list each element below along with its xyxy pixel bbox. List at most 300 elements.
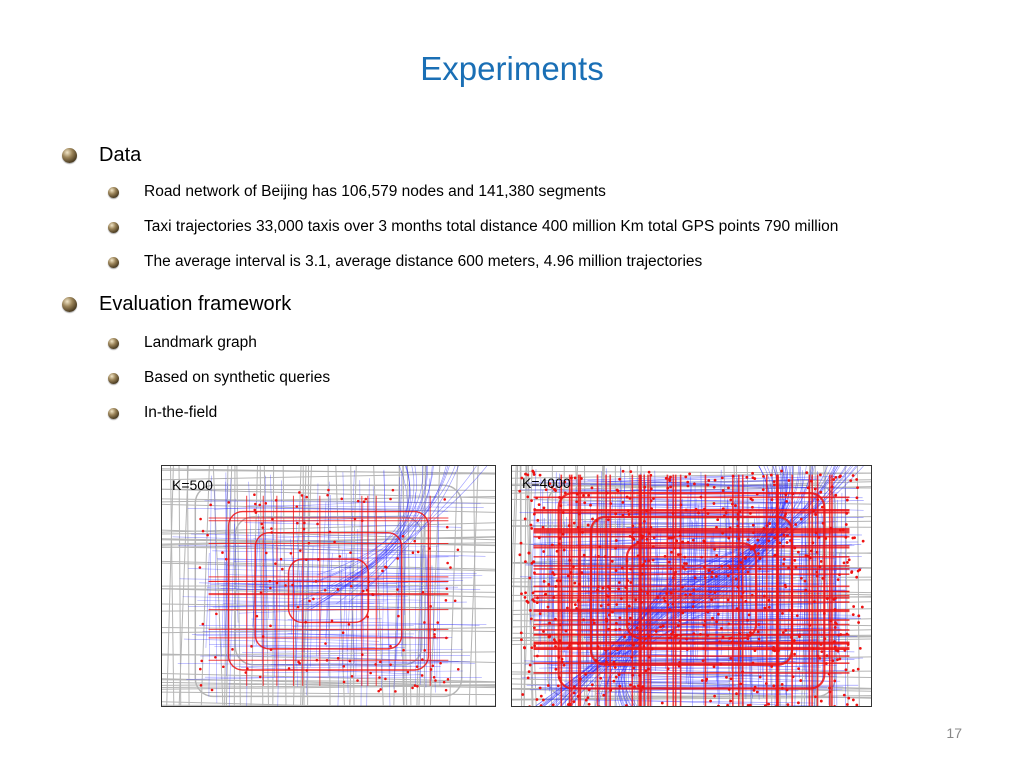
landmark-dot (528, 670, 531, 673)
landmark-dot (689, 593, 692, 596)
bullet-ball-icon (62, 297, 77, 312)
landmark-dot (291, 584, 294, 587)
landmark-dot (753, 689, 756, 692)
landmark-dot (700, 556, 703, 559)
landmark-dot (523, 646, 526, 649)
landmark-dot (369, 672, 372, 675)
landmark-dot (697, 512, 700, 515)
landmark-dot (707, 512, 710, 515)
landmark-dot (402, 649, 405, 652)
landmark-dot (340, 498, 343, 501)
landmark-dot (548, 622, 551, 625)
landmark-dot (648, 471, 651, 474)
landmark-dot (379, 661, 382, 664)
landmark-dot (518, 490, 521, 493)
sub-bullet (108, 253, 702, 271)
landmark-dot (758, 567, 761, 570)
landmark-dot (577, 695, 580, 698)
landmark-dot (723, 515, 726, 518)
landmark-dot (695, 508, 698, 511)
landmark-dot (524, 596, 527, 599)
landmark-dot (782, 563, 785, 566)
landmark-dot (260, 591, 263, 594)
landmark-dot (626, 560, 629, 563)
landmark-dot (598, 545, 601, 548)
landmark-dot (773, 480, 776, 483)
landmark-dot (855, 478, 858, 481)
landmark-dot (348, 623, 351, 626)
landmark-dot (749, 512, 752, 515)
landmark-dot (445, 599, 448, 602)
landmark-dot (772, 646, 775, 649)
landmark-dot (747, 538, 750, 541)
landmark-dot (607, 585, 610, 588)
landmark-dot (520, 638, 523, 641)
landmark-dot (703, 565, 706, 568)
landmark-dot (554, 645, 557, 648)
landmark-dot (222, 665, 225, 668)
landmark-dot (751, 506, 754, 509)
landmark-dot (821, 506, 824, 509)
landmark-dot (653, 536, 656, 539)
landmark-dot (648, 656, 651, 659)
landmark-dot (669, 636, 672, 639)
landmark-dot (823, 612, 826, 615)
landmark-dot (305, 496, 308, 499)
landmark-dot (597, 585, 600, 588)
landmark-dot (846, 499, 849, 502)
landmark-dot (561, 661, 564, 664)
landmark-dot (637, 554, 640, 557)
landmark-dot (815, 531, 818, 534)
landmark-dot (361, 653, 364, 656)
landmark-dot (384, 678, 387, 681)
landmark-dot (628, 497, 631, 500)
landmark-dot (333, 541, 336, 544)
landmark-dot (524, 591, 527, 594)
landmark-dot (762, 527, 765, 530)
landmark-dot (606, 594, 609, 597)
landmark-dot (607, 603, 610, 606)
landmark-dot (732, 475, 735, 478)
landmark-dot (795, 566, 798, 569)
landmark-dot (752, 524, 755, 527)
landmark-dot (847, 697, 850, 700)
landmark-dot (529, 609, 532, 612)
landmark-dot (301, 494, 304, 497)
landmark-dot (826, 597, 829, 600)
landmark-dot (641, 685, 644, 688)
landmark-dot (558, 676, 561, 679)
landmark-dot (756, 539, 759, 542)
landmark-dot (206, 534, 209, 537)
landmark-dot (539, 612, 542, 615)
sub-bullet-text: The average interval is 3.1, average distance 600 meters, 4.96 million trajectories (144, 253, 703, 270)
landmark-dot (751, 472, 754, 475)
landmark-dot (784, 515, 787, 518)
landmark-dot (718, 640, 721, 643)
landmark-dot (581, 531, 584, 534)
landmark-dot (834, 494, 837, 497)
landmark-dot (614, 628, 617, 631)
landmark-dot (276, 582, 279, 585)
landmark-dot (253, 493, 256, 496)
landmark-dot (436, 621, 439, 624)
landmark-dot (530, 524, 533, 527)
landmark-dot (342, 631, 345, 634)
landmark-dot (315, 580, 318, 583)
landmark-dot (631, 674, 634, 677)
slide-title: Experiments (420, 50, 604, 87)
landmark-dot (303, 522, 306, 525)
landmark-dot (773, 554, 776, 557)
landmark-dot (727, 575, 730, 578)
landmark-dot (317, 558, 320, 561)
landmark-dot (845, 512, 848, 515)
landmark-dot (628, 605, 631, 608)
landmark-dot (288, 667, 291, 670)
landmark-dot (553, 638, 556, 641)
landmark-dot (579, 678, 582, 681)
landmark-dot (861, 606, 864, 609)
landmark-dot (573, 582, 576, 585)
landmark-dot (782, 631, 785, 634)
landmark-dot (754, 649, 757, 652)
landmark-dot (819, 565, 822, 568)
landmark-dot (643, 486, 646, 489)
landmark-dot (609, 502, 612, 505)
landmark-dot (727, 598, 730, 601)
landmark-dot (640, 588, 643, 591)
landmark-dot (411, 687, 414, 690)
landmark-dot (829, 690, 832, 693)
landmark-dot (809, 557, 812, 560)
landmark-dot (754, 686, 757, 689)
landmark-dot (533, 644, 536, 647)
landmark-dot (655, 630, 658, 633)
landmark-dot (536, 597, 539, 600)
landmark-dot (828, 687, 831, 690)
landmark-dot (583, 501, 586, 504)
landmark-dot (786, 688, 789, 691)
landmark-dot (831, 485, 834, 488)
landmark-dot (568, 644, 571, 647)
landmark-dot (661, 702, 664, 705)
landmark-dot (433, 628, 436, 631)
landmark-dot (834, 476, 837, 479)
landmark-dot (784, 629, 787, 632)
landmark-dot (591, 486, 594, 489)
landmark-dot (797, 551, 800, 554)
landmark-dot (793, 653, 796, 656)
landmark-dot (305, 669, 308, 672)
landmark-dot (556, 579, 559, 582)
landmark-dot (646, 538, 649, 541)
landmark-dot (200, 684, 203, 687)
landmark-dot (284, 584, 287, 587)
landmark-dot (211, 689, 214, 692)
landmark-dot (566, 607, 569, 610)
landmark-dot (563, 664, 566, 667)
landmark-dot (589, 504, 592, 507)
landmark-dot (629, 568, 632, 571)
landmark-dot (753, 546, 756, 549)
landmark-dot (296, 505, 299, 508)
landmark-dot (692, 600, 695, 603)
landmark-dot (573, 685, 576, 688)
bullet-ball-icon (62, 148, 77, 163)
landmark-dot (785, 500, 788, 503)
landmark-dot (304, 621, 307, 624)
landmark-dot (558, 543, 561, 546)
landmark-dot (719, 663, 722, 666)
landmark-dot (824, 537, 827, 540)
landmark-dot (542, 526, 545, 529)
landmark-dot (762, 488, 765, 491)
landmark-dot (828, 673, 831, 676)
landmark-dot (561, 658, 564, 661)
landmark-dot (716, 518, 719, 521)
landmark-dot (713, 665, 716, 668)
landmark-dot (596, 519, 599, 522)
landmark-dot (627, 509, 630, 512)
landmark-dot (731, 641, 734, 644)
landmark-dot (630, 656, 633, 659)
landmark-dot (721, 532, 724, 535)
landmark-dot (729, 700, 732, 703)
landmark-dot (629, 535, 632, 538)
landmark-dot (770, 665, 773, 668)
landmark-dot (742, 567, 745, 570)
landmark-dot (552, 596, 555, 599)
landmark-dot (644, 560, 647, 563)
landmark-dot (200, 660, 203, 663)
landmark-dot (607, 628, 610, 631)
landmark-dot (819, 473, 822, 476)
landmark-dot (831, 659, 834, 662)
landmark-dot (862, 540, 865, 543)
landmark-dot (582, 618, 585, 621)
landmark-dot (557, 656, 560, 659)
landmark-dot (752, 662, 755, 665)
landmark-dot (632, 531, 635, 534)
landmark-dot (669, 485, 672, 488)
landmark-dot (636, 626, 639, 629)
landmark-dot (739, 682, 742, 685)
landmark-dot (717, 613, 720, 616)
landmark-dot (647, 559, 650, 562)
landmark-dot (656, 596, 659, 599)
landmark-dot (670, 551, 673, 554)
landmark-dot (843, 649, 846, 652)
landmark-dot (681, 586, 684, 589)
landmark-dot (855, 576, 858, 579)
landmark-dot (357, 500, 360, 503)
landmark-dot (308, 600, 311, 603)
landmark-dot (573, 700, 576, 703)
landmark-dot (758, 638, 761, 641)
trajectory-line (197, 601, 383, 604)
landmark-dot (846, 633, 849, 636)
landmark-dot (811, 541, 814, 544)
landmark-dot (645, 509, 648, 512)
landmark-dot (637, 684, 640, 687)
landmark-dot (737, 513, 740, 516)
landmark-dot (747, 637, 750, 640)
landmark-dot (578, 513, 581, 516)
landmark-dot (722, 507, 725, 510)
landmark-dot (580, 571, 583, 574)
landmark-dot (615, 569, 618, 572)
landmark-dot (600, 604, 603, 607)
landmark-dot (814, 513, 817, 516)
landmark-dot (422, 591, 425, 594)
landmark-dot (591, 683, 594, 686)
landmark-dot (734, 504, 737, 507)
landmark-dot (846, 703, 849, 706)
landmark-dot (758, 623, 761, 626)
landmark-dot (618, 581, 621, 584)
landmark-dot (746, 619, 749, 622)
landmark-dot (836, 658, 839, 661)
landmark-dot (693, 483, 696, 486)
landmark-dot (756, 493, 759, 496)
landmark-dot (729, 657, 732, 660)
landmark-dot (773, 483, 776, 486)
landmark-dot (672, 576, 675, 579)
trajectory-line (188, 569, 405, 574)
landmark-dot (457, 668, 460, 671)
landmark-dot (720, 627, 723, 630)
landmark-dot (297, 606, 300, 609)
landmark-map-k500 (161, 465, 496, 707)
landmark-dot (416, 685, 419, 688)
landmark-dot (615, 603, 618, 606)
landmark-dot (796, 614, 799, 617)
landmark-dot (715, 575, 718, 578)
landmark-dot (786, 534, 789, 537)
landmark-dot (845, 523, 848, 526)
landmark-dot (611, 560, 614, 563)
landmark-dot (857, 621, 860, 624)
landmark-dot (614, 512, 617, 515)
landmark-dot (621, 567, 624, 570)
landmark-dot (667, 667, 670, 670)
landmark-dot (632, 667, 635, 670)
landmark-dot (528, 705, 531, 706)
landmark-dot (520, 592, 523, 595)
landmark-dot (389, 498, 392, 501)
landmark-dot (439, 662, 442, 665)
landmark-dot (763, 595, 766, 598)
landmark-dot (818, 536, 821, 539)
landmark-dot (768, 540, 771, 543)
landmark-dot (255, 511, 258, 514)
landmark-dot (670, 592, 673, 595)
landmark-dot (737, 537, 740, 540)
landmark-dot (627, 623, 630, 626)
landmark-dot (449, 566, 452, 569)
landmark-dot (608, 614, 611, 617)
sub-bullet (108, 218, 838, 236)
landmark-dot (582, 494, 585, 497)
landmark-dot (813, 600, 816, 603)
landmark-dot (580, 477, 583, 480)
landmark-dot (818, 657, 821, 660)
landmark-dot (745, 476, 748, 479)
landmark-dot (592, 619, 595, 622)
landmark-dot (649, 474, 652, 477)
landmark-dot (423, 621, 426, 624)
landmark-dot (290, 552, 293, 555)
landmark-dot (324, 642, 327, 645)
landmark-dot (556, 550, 559, 553)
landmark-dot (350, 585, 353, 588)
landmark-dot (819, 491, 822, 494)
landmark-dot (316, 659, 319, 662)
landmark-dot (530, 646, 533, 649)
road-line (162, 692, 495, 694)
landmark-dot (614, 547, 617, 550)
landmark-dot (762, 475, 765, 478)
landmark-dot (367, 580, 370, 583)
landmark-dot (536, 601, 539, 604)
landmark-dot (596, 589, 599, 592)
landmark-dot (672, 631, 675, 634)
landmark-dot (666, 603, 669, 606)
landmark-dot (605, 661, 608, 664)
landmark-dot (702, 659, 705, 662)
landmark-dot (786, 703, 789, 706)
landmark-dot (768, 606, 771, 609)
landmark-dot (785, 493, 788, 496)
landmark-dot (531, 470, 534, 473)
landmark-dot (642, 645, 645, 648)
landmark-dot (851, 537, 854, 540)
landmark-dot (704, 576, 707, 579)
landmark-dot (759, 676, 762, 679)
landmark-dot (681, 612, 684, 615)
landmark-dot (843, 694, 846, 697)
landmark-dot (647, 668, 650, 671)
landmark-dot (633, 538, 636, 541)
landmark-dot (587, 494, 590, 497)
landmark-dot (772, 649, 775, 652)
landmark-dot (748, 613, 751, 616)
landmark-dot (221, 551, 224, 554)
landmark-dot (652, 545, 655, 548)
landmark-dot (553, 642, 556, 645)
landmark-dot (694, 576, 697, 579)
bullet-data (62, 144, 141, 167)
landmark-dot (833, 705, 836, 706)
landmark-dot (643, 520, 646, 523)
landmark-dot (833, 679, 836, 682)
landmark-dot (742, 591, 745, 594)
landmark-dot (708, 569, 711, 572)
sub-bullet-text: Based on synthetic queries (144, 369, 331, 386)
landmark-dot (445, 637, 448, 640)
landmark-dot (568, 559, 571, 562)
trajectory-line (542, 700, 814, 703)
landmark-dot (856, 486, 859, 489)
landmark-dot (547, 684, 550, 687)
landmark-dot (542, 550, 545, 553)
landmark-dot (536, 655, 539, 658)
landmark-dot (784, 586, 787, 589)
landmark-dot (812, 510, 815, 513)
landmark-dot (620, 597, 623, 600)
